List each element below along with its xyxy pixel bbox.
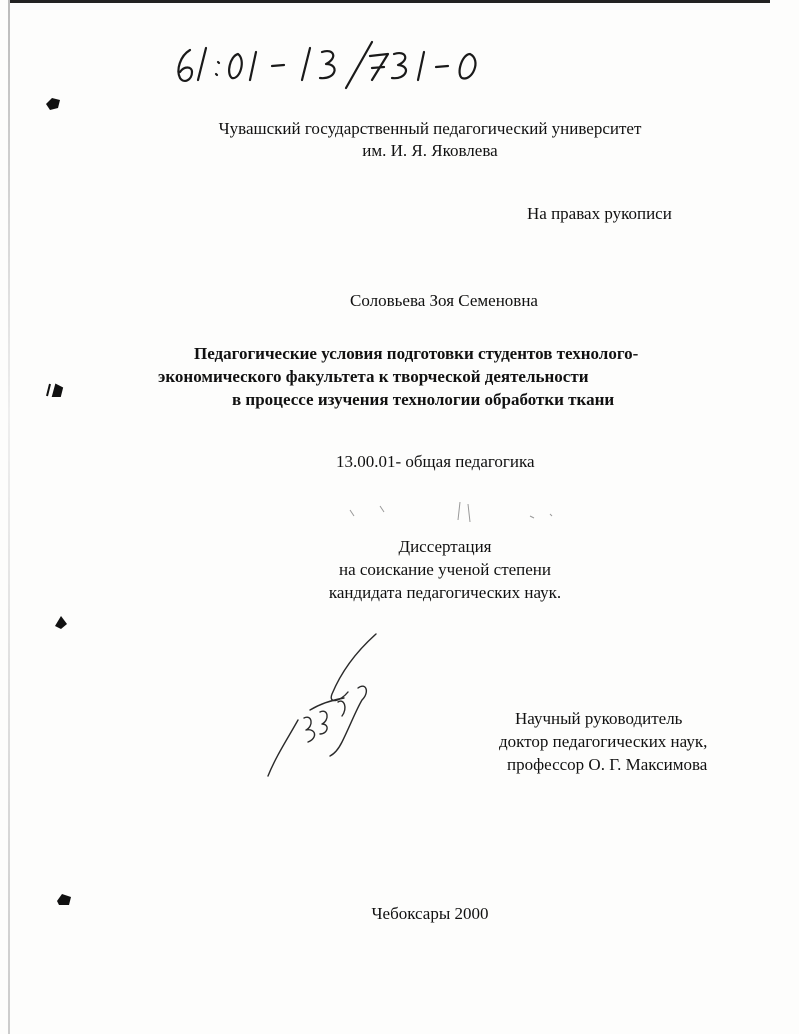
university-name: Чувашский государственный педагогический университет: [218, 119, 642, 138]
specialty-code: 13.00.01- общая педагогика: [336, 452, 535, 471]
handwritten-signature: [258, 630, 388, 780]
author-name: Соловьева Зоя Семеновна: [350, 291, 538, 310]
degree-purpose: на соискание ученой степени: [338, 560, 552, 579]
city-and-year: Чебоксары 2000: [371, 904, 489, 923]
title-line-1: Педагогические условия подготовки студентов технолого-: [194, 344, 639, 363]
title-line-2: экономического факультета к творческой деятельности: [158, 367, 589, 386]
binding-mark: [52, 614, 70, 630]
supervisor-degree: доктор педагогических наук,: [499, 732, 708, 751]
supervisor-role: Научный руководитель: [515, 709, 683, 728]
scan-noise: [340, 498, 570, 528]
binding-mark: [46, 382, 64, 398]
degree-name: кандидата педагогических наук.: [328, 583, 562, 602]
binding-mark: [44, 96, 62, 112]
scan-top-edge: [10, 0, 770, 3]
title-line-3: в процессе изучения технологии обработки ткани: [232, 390, 615, 409]
university-namesake: им. И. Я. Яковлева: [362, 141, 498, 160]
archive-code-handwriting: [172, 40, 512, 90]
supervisor-name: профессор О. Г. Максимова: [507, 755, 708, 774]
binding-mark: [55, 891, 73, 907]
manuscript-rights-note: На правах рукописи: [527, 204, 672, 223]
dissertation-label: Диссертация: [398, 537, 492, 556]
